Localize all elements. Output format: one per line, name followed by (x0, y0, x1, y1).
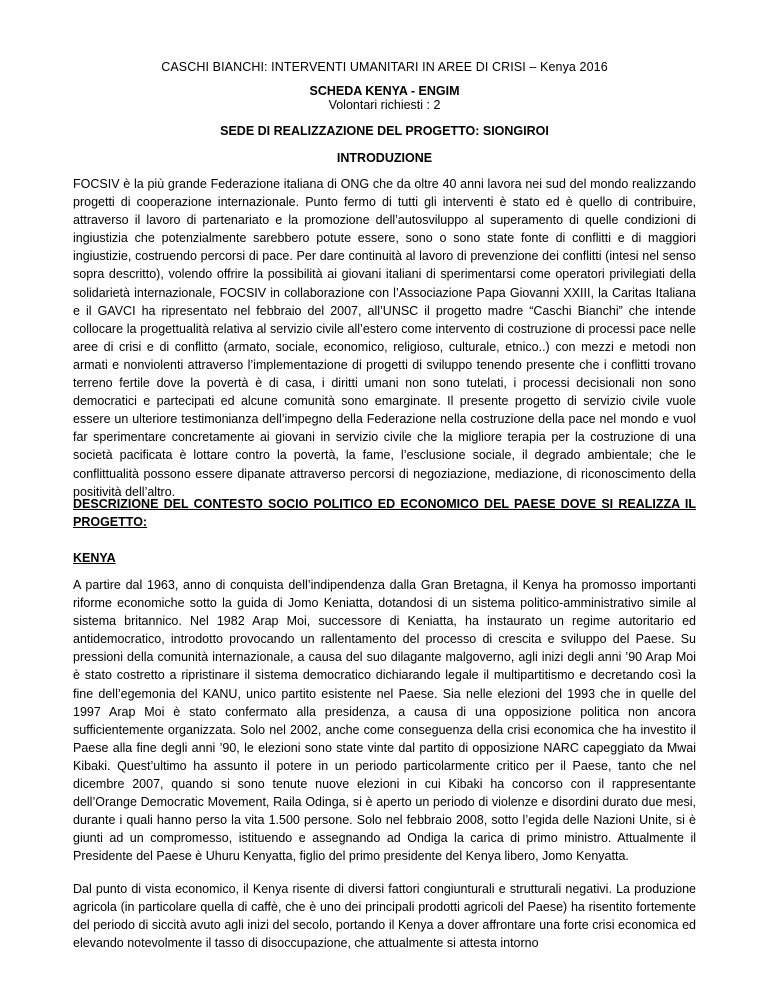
introduzione-paragraph: FOCSIV è la più grande Federazione italiana di ONG che da oltre 40 anni lavora nei sud del mondo realizzando progetti di cooperazione internazionale. Punto fermo di tutti gli interventi è stato ed è quello di contribuire, attraverso il lavoro di partenariato e la promozione dell’autosviluppo al superamento di quelle condizioni di ingiustizia che potenzialmente sarebbero potute essere, sono o sono state fonte di conflitti e di maggiori ingiustizie, costruendo percorsi di pace. Per dare continuità al lavoro di prevenzione dei conflitti (intesi nel senso sopra descritto), volendo offrire la possibilità ai giovani italiani di sperimentarsi come operatori privilegiati della solidarietà internazionale, FOCSIV in collaborazione con l’Associazione Papa Giovanni XXIII, la Caritas Italiana e il GAVCI ha ripresentato nel febbraio del 2007, all’UNSC il progetto madre “Caschi Bianchi” che intende collocare la progettualità relativa al servizio civile all’estero come intervento di costruzione di processi pace nelle aree di crisi e di conflitto (armato, sociale, economico, religioso, culturale, etnico..) con mezzi e metodi non armati e nonviolenti attraverso l’implementazione di progetti di sviluppo tenendo presente che i conflitti trovano terreno fertile dove la povertà è di casa, i diritti umani non sono tutelati, i processi decisionali non sono democratici e partecipati ed alcune comunità sono emarginate. Il presente progetto di servizio civile vuole essere un ulteriore testimonianza dell’impegno della Federazione nella costruzione della pace nel mondo e vuol far sperimentare concretamente ai giovani in servizio civile che la migliore terapia per la costruzione di una società pacificata è lottare contro la povertà, la fame, l’esclusione sociale, il degrado ambientale; che le conflittualità possono essere dipanate attraverso percorsi di negoziazione, mediazione, di riconoscimento della positività dell’altro. (73, 177, 696, 499)
volontari-richiesti: Volontari richiesti : 2 (328, 98, 441, 112)
scheda-title: SCHEDA KENYA - ENGIM (309, 84, 460, 98)
document-header: CASCHI BIANCHI: INTERVENTI UMANITARI IN AREE DI CRISI – Kenya 2016 (161, 60, 608, 74)
kenya-heading: KENYA (73, 551, 116, 565)
contesto-heading: DESCRIZIONE DEL CONTESTO SOCIO POLITICO ED ECONOMICO DEL PAESE DOVE SI REALIZZA IL PROGETTO: (73, 497, 696, 529)
kenya-history-paragraph: A partire dal 1963, anno di conquista dell’indipendenza dalla Gran Bretagna, il Kenya ha promosso importanti riforme economiche sotto la guida di Jomo Keniatta, dotandosi di un sistema politico-amministrativo simile al sistema britannico. Nel 1982 Arap Moi, successore di Keniatta, ha instaurato un regime autoritario ed antidemocratico, introdotto provocando un rallentamento del processo di crescita e sviluppo del Paese. Su pressioni della comunità internazionale, a causa del suo dilagante malgoverno, agli inizi degli anni ’90 Arap Moi è stato costretto a ripristinare il sistema democratico dichiarando legale il multipartitismo e decretando così la fine dell’egemonia del KANU, unico partito esistente nel Paese. Sia nelle elezioni del 1993 che in quelle del 1997 Arap Moi è stato confermato alla presidenza, a causa di una opposizione politica non ancora sufficientemente organizzata. Solo nel 2002, anche come conseguenza della crisi economica che ha investito il Paese alla fine degli anni ’90, le elezioni sono state vinte dal partito di opposizione NARC capeggiato da Mwai Kibaki. Quest’ultimo ha assunto il potere in un periodo particolarmente critico per il Paese, tanto che nel dicembre 2007, quando si sono tenute nuove elezioni in cui Kibaki ha concorso con il rappresentante dell’Orange Democratic Movement, Raila Odinga, si è aperto un periodo di violenze e disordini durato due mesi, durante i quali hanno perso la vita 1.500 persone. Solo nel febbraio 2008, sotto l’egida delle Nazioni Unite, si è giunti ad un compromesso, istituendo e assegnando ad Ondiga la carica di primo ministro. Attualmente il Presidente del Paese è Uhuru Kenyatta, figlio del primo presidente del Kenya libero, Jomo Kenyatta. (73, 578, 696, 864)
sede-progetto: SEDE DI REALIZZAZIONE DEL PROGETTO: SIONGIROI (220, 124, 549, 138)
introduzione-heading: INTRODUZIONE (336, 151, 433, 165)
kenya-economy-paragraph: Dal punto di vista economico, il Kenya risente di diversi fattori congiunturali e strutturali negativi. La produzione agricola (in particolare quella di caffè, che è uno dei principali prodotti agricoli del Paese) ha risentito fortemente del periodo di siccità avuto agli inizi del secolo, portando il Kenya a dover affrontare una forte crisi economica ed elevando notevolmente il tasso di disoccupazione, che attualmente si attesta intorno (73, 882, 696, 951)
